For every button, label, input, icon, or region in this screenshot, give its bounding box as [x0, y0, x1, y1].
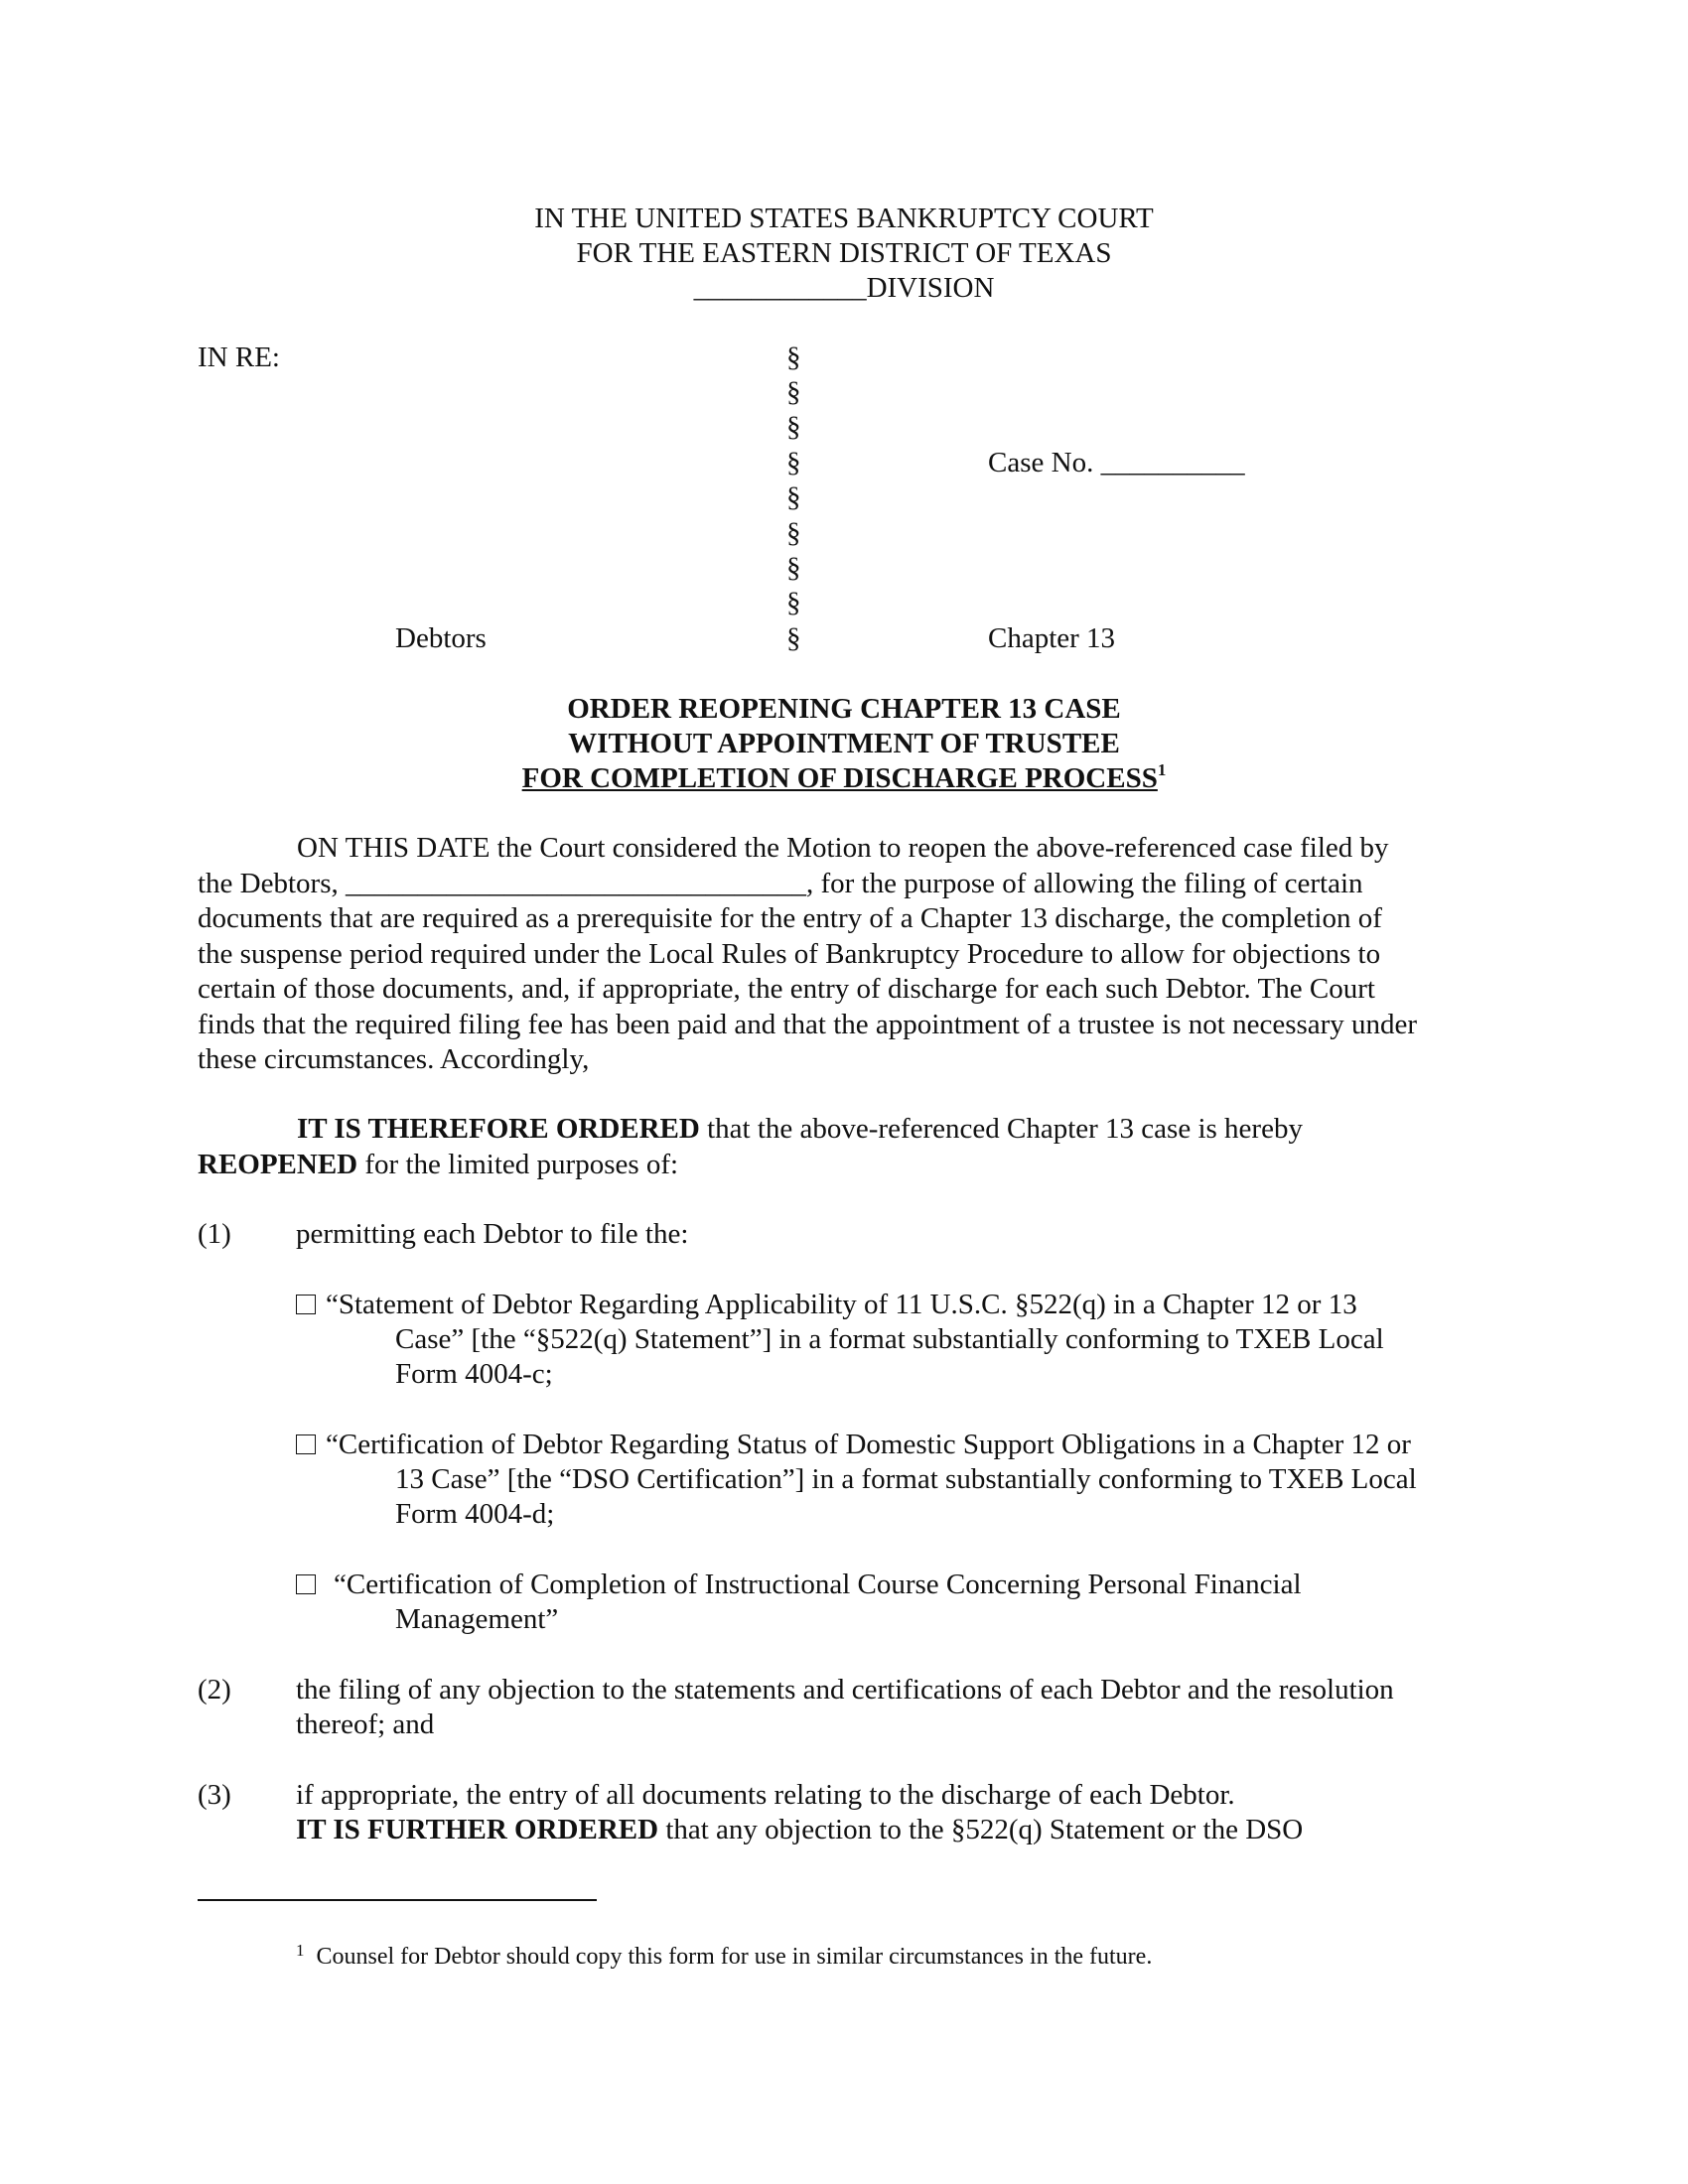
item-2-text: the filing of any objection to the statements and certifications of each Debtor and the resolution: [296, 1674, 1394, 1706]
checklist-item-522q-cont: Case” [the “§522(q) Statement”] in a format substantially conforming to TXEB Local: [395, 1323, 1384, 1355]
checklist-item-522q-cont: Form 4004-c;: [395, 1358, 553, 1390]
item-3-text: if appropriate, the entry of all documents relating to the discharge of each Debtor.: [296, 1779, 1235, 1811]
case-no-label: Case No.: [988, 447, 1094, 478]
order-title-line3: [0, 760, 1688, 796]
checkbox[interactable]: [296, 1295, 316, 1314]
p1-line: documents that are required as a prerequisite for the entry of a Chapter 13 discharge, the completion of: [198, 902, 1382, 934]
in-re-label: IN RE:: [198, 341, 280, 373]
p1-line: certain of those documents, and, if appropriate, the entry of discharge for each such Debtor. The Court: [198, 973, 1375, 1005]
checkbox[interactable]: [296, 1574, 316, 1594]
court-heading-line2: FOR THE EASTERN DISTRICT OF TEXAS: [576, 237, 1112, 269]
section-symbol: §: [786, 447, 801, 478]
division-label: DIVISION: [866, 272, 995, 304]
section-symbol: §: [786, 341, 801, 373]
p1-line: the Debtors, ________________________________, for the purpose of allowing the filing of certain: [198, 867, 1363, 899]
item-2-number: (2): [198, 1674, 231, 1706]
checkbox[interactable]: [296, 1434, 316, 1454]
paragraph-1: [198, 831, 1488, 1078]
section-symbol: §: [786, 622, 801, 654]
item-1-number: (1): [198, 1218, 231, 1250]
footnote-divider: [198, 1899, 597, 1901]
p1-line: these circumstances. Accordingly,: [198, 1043, 590, 1075]
court-heading-division: [0, 270, 1688, 306]
footnote-number: 1: [296, 1941, 305, 1960]
checklist-item-dso-cont: Form 4004-d;: [395, 1498, 555, 1530]
p1-line: the suspense period required under the Local Rules of Bankruptcy Procedure to allow for objections to: [198, 937, 1381, 970]
checklist-item-dso: “Certification of Debtor Regarding Status of Domestic Support Obligations in a Chapter 12 or: [296, 1428, 1411, 1463]
footnote-text: Counsel for Debtor should copy this form for use in similar circumstances in the future.: [316, 1944, 1153, 1970]
debtors-label: Debtors: [395, 622, 487, 654]
chapter-label: Chapter 13: [988, 622, 1116, 654]
order-title-line2: WITHOUT APPOINTMENT OF TRUSTEE: [568, 728, 1120, 759]
checklist-item-522q: “Statement of Debtor Regarding Applicability of 11 U.S.C. §522(q) in a Chapter 12 or 13: [296, 1288, 1357, 1323]
footnote: [296, 1936, 1152, 1972]
section-symbol: §: [786, 517, 801, 549]
section-symbol: §: [786, 552, 801, 584]
section-symbol: §: [786, 587, 801, 618]
checklist-item-dso-cont: 13 Case” [the “DSO Certification”] in a format substantially conforming to TXEB Local: [395, 1463, 1417, 1495]
division-blank: ____________: [693, 272, 867, 304]
item-2-text-cont: thereof; and: [296, 1708, 435, 1740]
case-no-blank: __________: [1100, 447, 1245, 478]
footnote-ref: 1: [1157, 760, 1167, 779]
order-title-line3-text: FOR COMPLETION OF DISCHARGE PROCESS: [521, 762, 1158, 794]
case-number: [988, 446, 1245, 481]
p2-line: REOPENED for the limited purposes of:: [198, 1148, 679, 1180]
further-ordered-line: IT IS FURTHER ORDERED that any objection to the §522(q) Statement or the DSO: [296, 1814, 1304, 1845]
court-heading-line1: IN THE UNITED STATES BANKRUPTCY COURT: [534, 203, 1154, 234]
order-title-line1: ORDER REOPENING CHAPTER 13 CASE: [567, 693, 1121, 725]
p1-line: ON THIS DATE the Court considered the Motion to reopen the above-referenced case filed by: [297, 832, 1389, 864]
p2-line: IT IS THEREFORE ORDERED that the above-referenced Chapter 13 case is hereby: [297, 1113, 1303, 1145]
item-1-text: permitting each Debtor to file the:: [296, 1218, 689, 1250]
section-symbol: §: [786, 481, 801, 513]
paragraph-2: [198, 1112, 1488, 1182]
item-3-number: (3): [198, 1779, 231, 1811]
checklist-item-course-cont: Management”: [395, 1603, 559, 1635]
p1-line: finds that the required filing fee has been paid and that the appointment of a trustee is not necessary under: [198, 1008, 1418, 1040]
checklist-item-course: “Certification of Completion of Instructional Course Concerning Personal Financial: [296, 1568, 1302, 1603]
section-symbol: §: [786, 376, 801, 408]
section-symbol: §: [786, 411, 801, 443]
